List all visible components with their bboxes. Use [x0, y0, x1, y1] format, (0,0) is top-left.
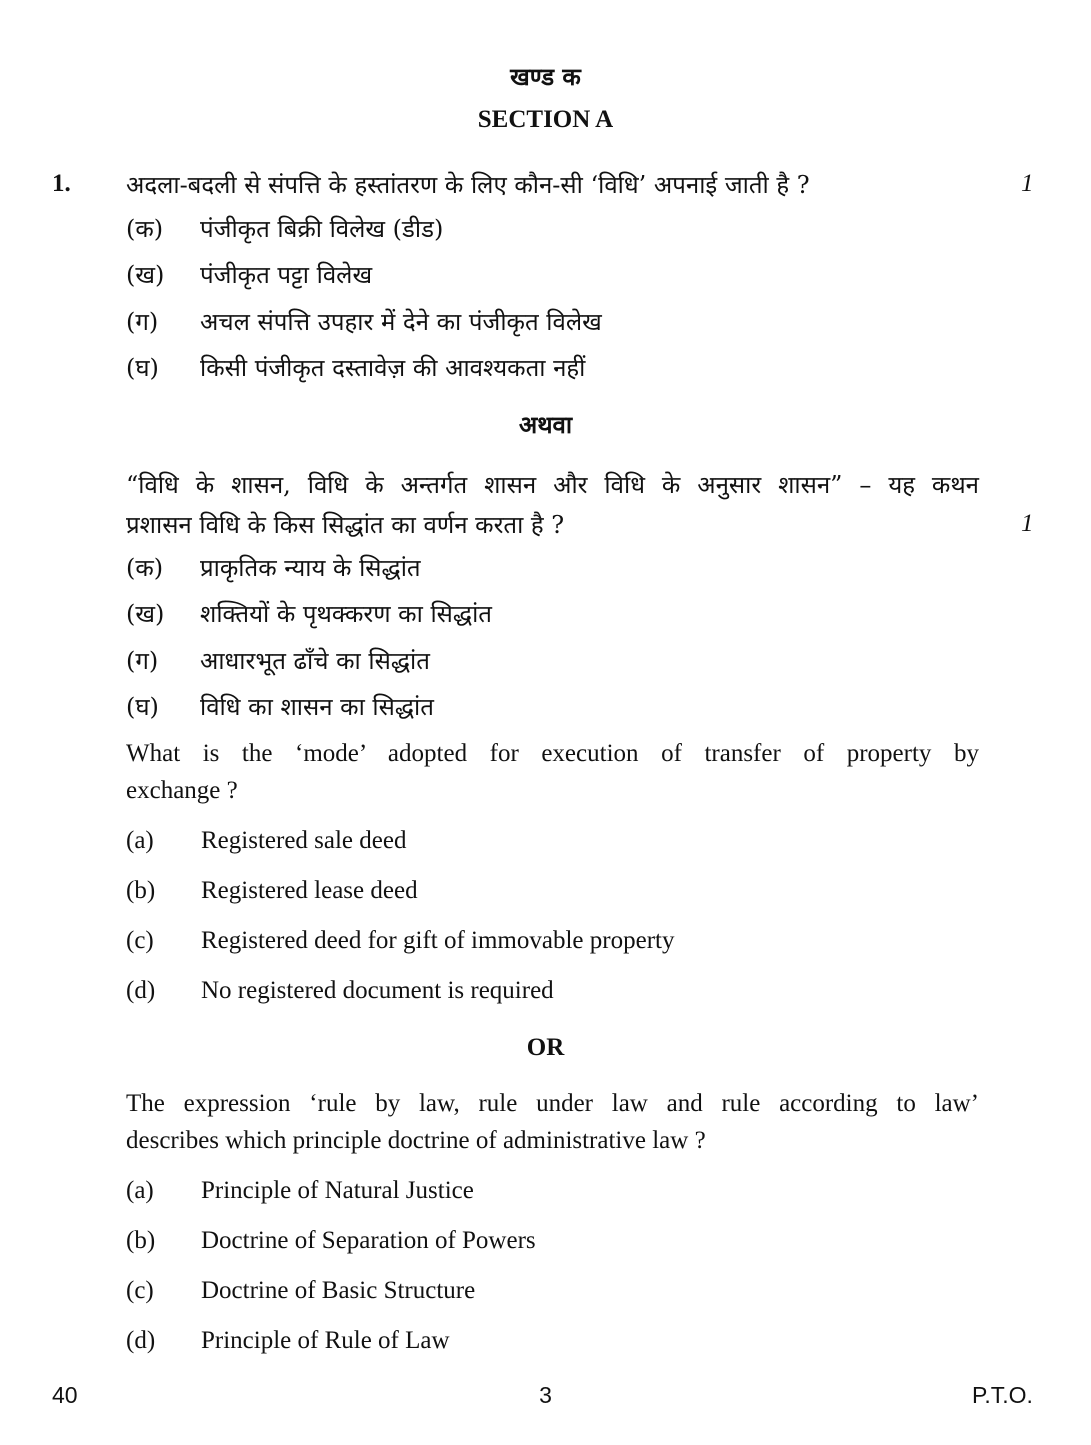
option-text: विधि का शासन का सिद्धांत [200, 693, 434, 721]
alt-question-hindi-line1: “विधि के शासन, विधि के अन्तर्गत शासन और विधि के अनुसार शासन” – यह कथन [126, 471, 979, 499]
alt-question-hindi-line2: प्रशासन विधि के किस सिद्धांत का वर्णन करता है ? [126, 511, 565, 539]
option-label: (b) [126, 1227, 156, 1254]
option-text: Principle of Rule of Law [201, 1327, 450, 1354]
question-text-hindi: अदला-बदली से संपत्ति के हस्तांतरण के लिए कौन-सी ‘विधि’ अपनाई जाती है ? [126, 171, 810, 199]
option-text: Principle of Natural Justice [201, 1177, 474, 1204]
option-label: (ख) [126, 261, 165, 289]
option-text: Registered sale deed [201, 827, 407, 854]
option-text: Registered lease deed [201, 877, 418, 904]
option-label: (घ) [126, 354, 159, 382]
option-text: Registered deed for gift of immovable property [201, 927, 675, 954]
option-text: अचल संपत्ति उपहार में देने का पंजीकृत विलेख [200, 308, 602, 336]
pto-label: P.T.O. [972, 1382, 1033, 1408]
option-label: (ग) [126, 308, 159, 336]
paper-code: 40 [52, 1382, 78, 1408]
option-label: (ख) [126, 600, 165, 628]
question-text-english-line1: What is the ‘mode’ adopted for execution of transfer of property by [126, 740, 979, 767]
page-number: 3 [539, 1382, 552, 1408]
option-text: किसी पंजीकृत दस्तावेज़ की आवश्यकता नहीं [200, 354, 586, 382]
option-text: No registered document is required [201, 977, 554, 1004]
option-label: (c) [126, 1277, 154, 1304]
alt-question-english-line1: The expression ‘rule by law, rule under law and rule according to law’ [126, 1090, 979, 1117]
or-heading-english: OR [526, 1034, 565, 1061]
alt-question-english-line2: describes which principle doctrine of administrative law ? [126, 1127, 706, 1154]
question-text-english-line2: exchange ? [126, 777, 238, 804]
question-number: 1. [52, 170, 71, 197]
option-label: (c) [126, 927, 154, 954]
option-label: (b) [126, 877, 156, 904]
section-heading-hindi: खण्ड क [510, 62, 581, 91]
option-text: पंजीकृत पट्टा विलेख [200, 261, 373, 289]
alt-question-marks: 1 [1021, 510, 1034, 537]
option-label: (क) [126, 215, 164, 243]
section-heading-english: SECTION A [477, 106, 614, 133]
option-label: (ग) [126, 647, 159, 675]
option-text: प्राकृतिक न्याय के सिद्धांत [200, 554, 421, 582]
option-text: आधारभूत ढाँचे का सिद्धांत [200, 647, 430, 675]
option-text: पंजीकृत बिक्री विलेख (डीड) [200, 215, 444, 243]
option-label: (d) [126, 977, 156, 1004]
option-label: (घ) [126, 693, 159, 721]
question-marks: 1 [1021, 170, 1034, 197]
option-label: (a) [126, 1177, 154, 1204]
or-heading-hindi: अथवा [518, 410, 573, 439]
option-text: शक्तियों के पृथक्करण का सिद्धांत [200, 600, 492, 628]
option-label: (d) [126, 1327, 156, 1354]
option-text: Doctrine of Separation of Powers [201, 1227, 536, 1254]
option-label: (क) [126, 554, 164, 582]
option-label: (a) [126, 827, 154, 854]
option-text: Doctrine of Basic Structure [201, 1277, 476, 1304]
